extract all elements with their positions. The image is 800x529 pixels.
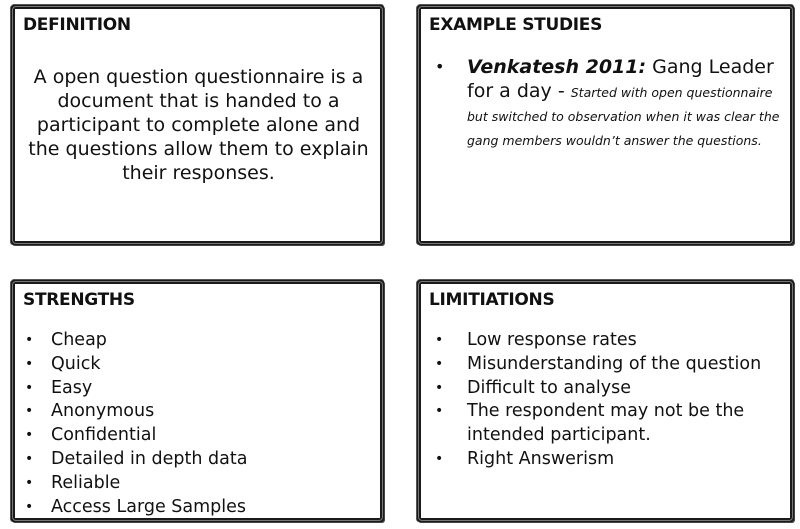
list-item xyxy=(435,400,784,448)
limitation-item: The respondent may not be the intended participant. xyxy=(467,401,745,446)
definition-text: A open question questionnaire is a document that is handed to a participant to complete alone and the questions allow them to explain their responses. xyxy=(28,66,369,184)
strength-item: Anonymous xyxy=(51,401,155,422)
list-item xyxy=(25,329,374,353)
limitations-heading: LIMITIATIONS xyxy=(429,290,555,310)
list-item xyxy=(435,353,784,377)
list-item xyxy=(25,377,374,401)
list-item xyxy=(25,424,374,448)
definition-card xyxy=(11,5,384,245)
strength-item: Easy xyxy=(51,377,93,398)
strength-item: Cheap xyxy=(51,330,107,350)
bullet-icon: • xyxy=(435,355,444,372)
list-item xyxy=(25,400,374,424)
bullet-icon: • xyxy=(435,57,445,76)
example-study-title: Gang Leader for a day xyxy=(467,56,774,102)
limitation-item: Low response rates xyxy=(467,330,637,350)
limitation-item: Misunderstanding of the question xyxy=(467,353,762,374)
bullet-icon: • xyxy=(435,450,444,467)
list-item xyxy=(25,472,374,496)
bullet-icon: • xyxy=(25,379,34,396)
bullet-icon: • xyxy=(25,355,34,372)
bullet-icon: • xyxy=(25,427,34,444)
bullet-icon: • xyxy=(25,403,34,420)
definition-heading: DEFINITION xyxy=(23,15,131,35)
bullet-icon: • xyxy=(25,450,34,467)
bullet-icon: • xyxy=(25,332,34,348)
example-study-name: Venkatesh 2011: xyxy=(467,56,647,78)
limitations-card xyxy=(417,280,794,522)
list-item xyxy=(435,377,784,401)
limitation-item: Difficult to analyse xyxy=(467,377,632,398)
strength-item: Detailed in depth data xyxy=(51,448,248,469)
list-item xyxy=(25,448,374,472)
bullet-icon: • xyxy=(25,498,34,515)
example-studies-card xyxy=(417,5,794,245)
strengths-heading: STRENGTHS xyxy=(23,290,135,310)
list-item xyxy=(435,448,784,472)
list-item xyxy=(435,329,784,353)
example-study-body xyxy=(467,55,784,151)
strength-item: Access Large Samples xyxy=(51,496,247,517)
strength-item: Confidential xyxy=(51,425,157,446)
example-study-item xyxy=(435,55,784,151)
bullet-icon: • xyxy=(435,332,444,348)
strengths-card xyxy=(11,280,384,522)
example-studies-heading: EXAMPLE STUDIES xyxy=(429,15,603,35)
limitation-item: Right Answerism xyxy=(467,448,615,469)
bullet-icon: • xyxy=(25,474,34,491)
list-item xyxy=(25,496,374,520)
limitations-list xyxy=(435,329,784,472)
bullet-icon: • xyxy=(435,403,444,420)
strength-item: Quick xyxy=(51,353,101,374)
example-study-separator: - xyxy=(551,80,571,102)
strengths-list xyxy=(25,329,374,519)
list-item xyxy=(25,353,374,377)
strength-item: Reliable xyxy=(51,472,121,493)
bullet-icon: • xyxy=(435,379,444,396)
example-study-note: Started with open questionnaire but switched to observation when it was clear the gang members wouldn’t answer the questions. xyxy=(467,85,780,148)
